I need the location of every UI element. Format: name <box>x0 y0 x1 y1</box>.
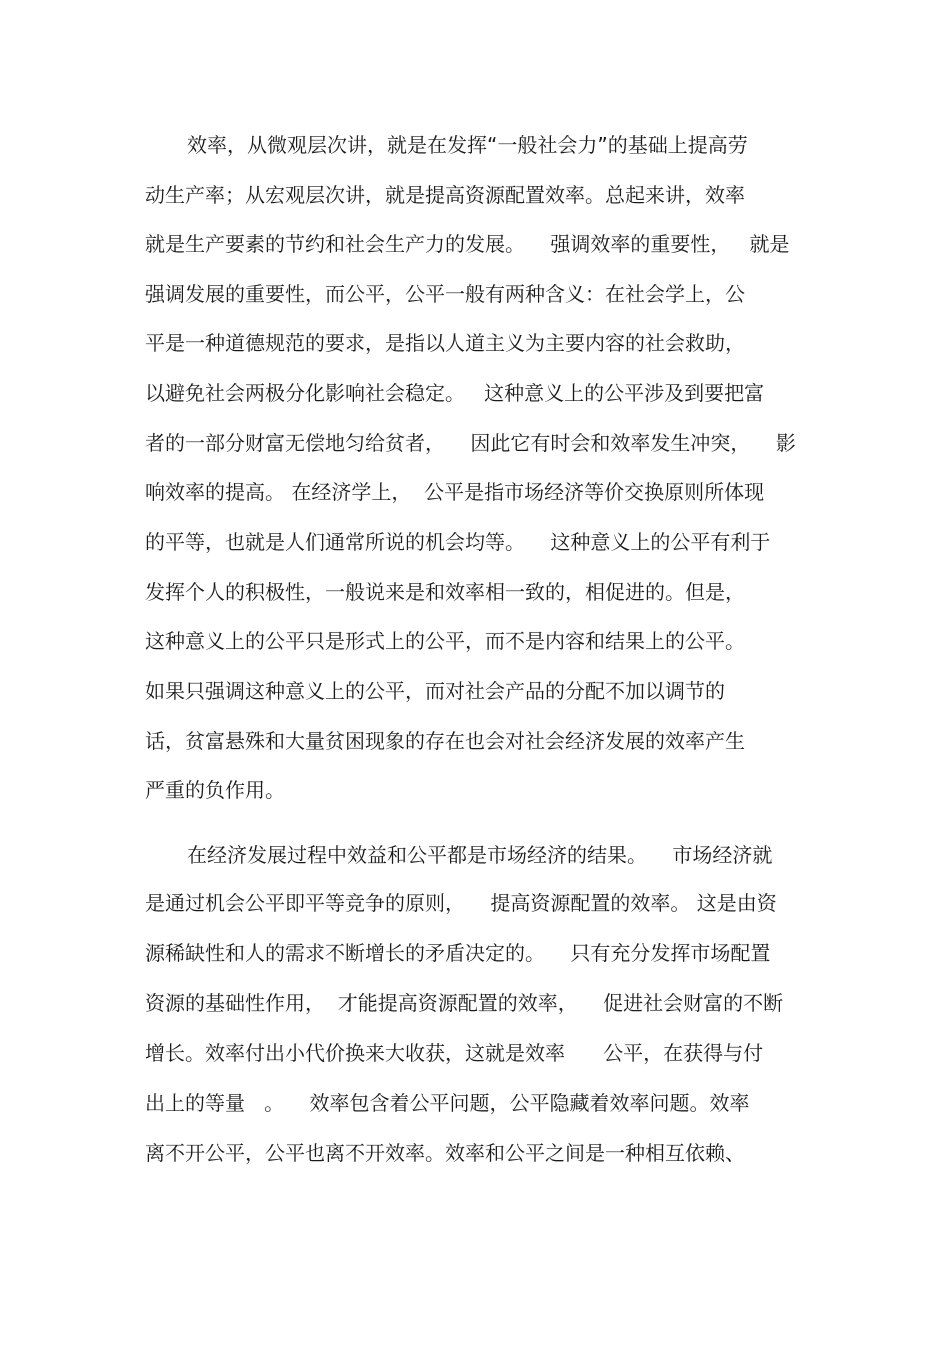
text-line: 响效率的提高。 在经济学上， 公平是指市场经济等价交换原则所体现 <box>145 480 765 504</box>
text-line: 强调发展的重要性，而公平，公平一般有两种含义：在社会学上，公 <box>145 282 745 306</box>
text-line: 效率，从微观层次讲，就是在发挥“一般社会力”的基础上提高劳 <box>187 133 748 157</box>
text-line: 话，贫富悬殊和大量贫困现象的存在也会对社会经济发展的效率产生 <box>145 729 745 753</box>
text-line: 资源的基础性作用， 才能提高资源配置的效率， 促进社会财富的不断 <box>145 991 784 1015</box>
text-line: 发挥个人的积极性，一般说来是和效率相一致的，相促进的。但是， <box>145 580 745 604</box>
text-line: 者的一部分财富无偿地匀给贫者， 因此它有时会和效率发生冲突， 影 <box>145 431 796 455</box>
text-line: 源稀缺性和人的需求不断增长的矛盾决定的。 只有充分发挥市场配置 <box>145 941 771 965</box>
text-line: 离不开公平，公平也离不开效率。效率和公平之间是一种相互依赖、 <box>145 1141 745 1165</box>
text-line: 在经济发展过程中效益和公平都是市场经济的结果。 市场经济就 <box>187 843 773 867</box>
text-line: 如果只强调这种意义上的公平，而对社会产品的分配不加以调节的 <box>145 679 725 703</box>
text-line: 以避免社会两极分化影响社会稳定。 这种意义上的公平涉及到要把富 <box>145 381 765 405</box>
text-line: 动生产率；从宏观层次讲，就是提高资源配置效率。总起来讲，效率 <box>145 183 745 207</box>
text-line: 严重的负作用。 <box>145 778 285 802</box>
text-line: 出上的等量 。 效率包含着公平问题，公平隐藏着效率问题。效率 <box>145 1091 750 1115</box>
text-line: 这种意义上的公平只是形式上的公平，而不是内容和结果上的公平。 <box>145 629 745 653</box>
text-line: 的平等，也就是人们通常所说的机会均等。 这种意义上的公平有利于 <box>145 530 771 554</box>
text-line: 是通过机会公平即平等竞争的原则， 提高资源配置的效率。 这是由资 <box>145 891 777 915</box>
text-line: 平是一种道德规范的要求，是指以人道主义为主要内容的社会救助， <box>145 331 745 355</box>
text-line: 增长。效率付出小代价换来大收获，这就是效率 公平，在获得与付 <box>145 1041 764 1065</box>
text-line: 就是生产要素的节约和社会生产力的发展。 强调效率的重要性， 就是 <box>145 232 790 256</box>
